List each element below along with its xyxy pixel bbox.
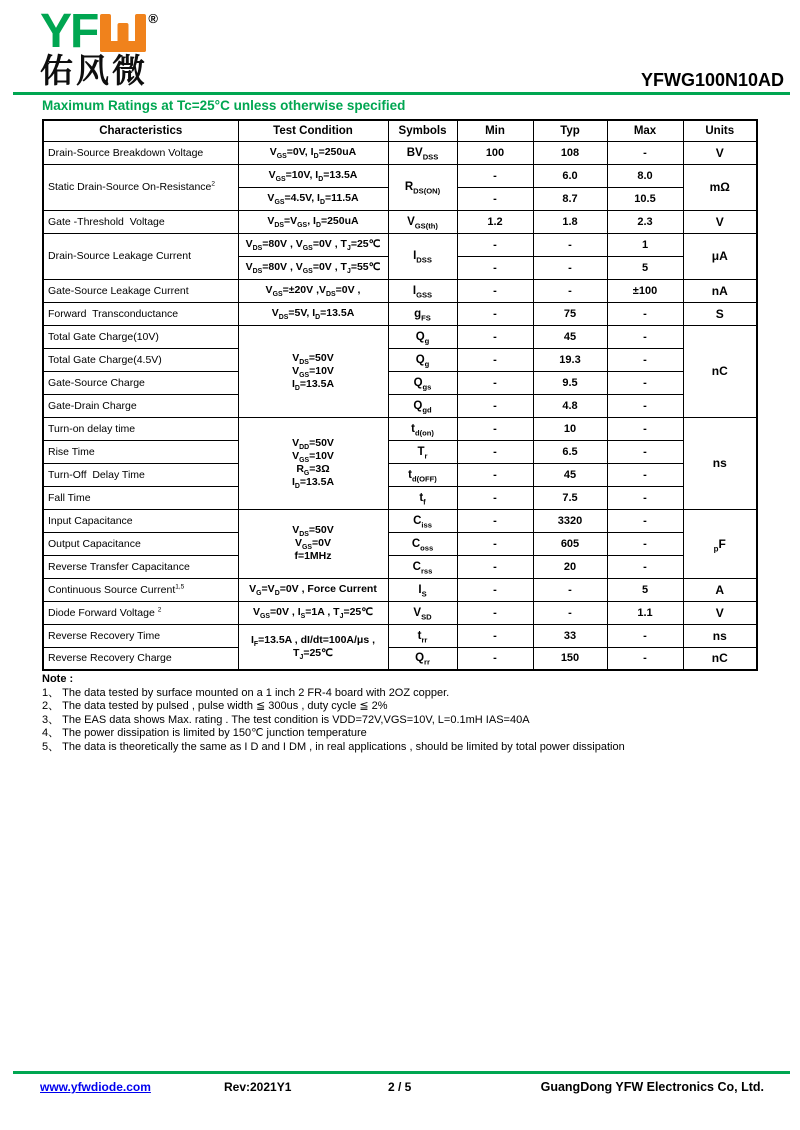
cell-units: S <box>683 302 757 325</box>
note-item: 2、 The data tested by pulsed , pulse width ≦ 300us , duty cycle ≦ 2% <box>42 700 388 712</box>
cell-typ: - <box>533 578 607 601</box>
col-header-min: Min <box>457 120 533 141</box>
cell-max: ±100 <box>607 279 683 302</box>
note-item: 1、 The data tested by surface mounted on a 1 inch 2 FR-4 board with 2OZ copper. <box>42 686 450 699</box>
table-row <box>43 164 757 187</box>
cell-max: - <box>607 394 683 417</box>
table-row <box>43 601 757 624</box>
cell-symbol: $Q_g$ <box>388 348 457 371</box>
cell-symbol: $C_{iss}$ <box>388 509 457 532</box>
cell-characteristic: Output Capacitance <box>43 532 238 555</box>
cell-typ: 1.8 <box>533 210 607 233</box>
table-row <box>43 532 757 555</box>
cell-typ: 20 <box>533 555 607 578</box>
cell-characteristic: Input Capacitance <box>43 509 238 532</box>
col-header-typ: Typ <box>533 120 607 141</box>
cell-max: 8.0 <box>607 164 683 187</box>
footer-divider <box>13 1071 790 1074</box>
registered-trademark-icon: ® <box>148 11 158 26</box>
cell-symbol: $BV_{DSS}$ <box>388 141 457 164</box>
cell-characteristic: Turn-Off Delay Time <box>43 463 238 486</box>
table-row <box>43 417 757 440</box>
table-row <box>43 578 757 601</box>
cell-max: - <box>607 348 683 371</box>
cell-typ: 19.3 <box>533 348 607 371</box>
cell-test-condition: $V_{GS}=0V$ , $I_S=1A$ , $T_J=25℃$ <box>238 601 388 624</box>
table-row <box>43 394 757 417</box>
table-row <box>43 440 757 463</box>
cell-typ: - <box>533 601 607 624</box>
cell-min: - <box>457 348 533 371</box>
cell-units: mΩ <box>683 164 757 210</box>
cell-symbol: $Q_{rr}$ <box>388 647 457 670</box>
cell-min: - <box>457 509 533 532</box>
page-number: 2 / 5 <box>388 1080 412 1094</box>
cell-max: - <box>607 486 683 509</box>
max-ratings-table <box>42 119 758 671</box>
cell-characteristic: Diode Forward Voltage $^2$ <box>43 601 238 624</box>
cell-symbol: $Q_{gs}$ <box>388 371 457 394</box>
cell-min: - <box>457 417 533 440</box>
cell-symbol: $t_{rr}$ <box>388 624 457 647</box>
cell-units: $_p$F <box>683 509 757 578</box>
cell-typ: 8.7 <box>533 187 607 210</box>
cell-symbol: $g_{FS}$ <box>388 302 457 325</box>
cell-characteristic: Reverse Recovery Time <box>43 624 238 647</box>
cell-max: - <box>607 463 683 486</box>
cell-max: - <box>607 555 683 578</box>
cell-test-condition: $V_{DD}=50V$ $V_{GS}=10V$ $R_G=3\Omega$ $I_D=13.5A$ <box>238 417 388 509</box>
table-row <box>43 647 757 670</box>
cell-units: nA <box>683 279 757 302</box>
cell-characteristic: Static Drain-Source On-Resistance$^2$ <box>43 164 238 210</box>
cell-symbol: $t_f$ <box>388 486 457 509</box>
cell-typ: 9.5 <box>533 371 607 394</box>
cell-units: A <box>683 578 757 601</box>
cell-typ: 7.5 <box>533 486 607 509</box>
cell-min: - <box>457 486 533 509</box>
cell-typ: 6.5 <box>533 440 607 463</box>
revision-label: Rev:2021Y1 <box>224 1080 292 1094</box>
cell-min: - <box>457 532 533 555</box>
cell-typ: - <box>533 256 607 279</box>
section-title: Maximum Ratings at Tc=25°C unless otherwise specified <box>42 98 406 113</box>
cell-min: - <box>457 601 533 624</box>
cell-units: V <box>683 601 757 624</box>
table-row <box>43 371 757 394</box>
table-row <box>43 463 757 486</box>
cell-max: 5 <box>607 256 683 279</box>
cell-symbol: $T_r$ <box>388 440 457 463</box>
cell-typ: 10 <box>533 417 607 440</box>
table-row <box>43 141 757 164</box>
cell-typ: 75 <box>533 302 607 325</box>
cell-min: - <box>457 325 533 348</box>
cell-max: - <box>607 141 683 164</box>
cell-characteristic: Drain-Source Leakage Current <box>43 233 238 279</box>
table-row <box>43 279 757 302</box>
cell-characteristic: Forward Transconductance <box>43 302 238 325</box>
cell-units: μA <box>683 233 757 279</box>
cell-typ: - <box>533 279 607 302</box>
company-name: GuangDong YFW Electronics Co, Ltd. <box>540 1080 764 1094</box>
cell-test-condition: $V_G=V_D=0V$ , Force Current <box>238 578 388 601</box>
table-row <box>43 302 757 325</box>
cell-max: 1 <box>607 233 683 256</box>
website-link[interactable]: www.yfwdiode.com <box>40 1080 151 1094</box>
cell-max: 10.5 <box>607 187 683 210</box>
cell-test-condition: $V_{DS}=80V$ , $V_{GS}=0V$ , $T_J=55℃$ <box>238 256 388 279</box>
table-row <box>43 486 757 509</box>
cell-characteristic: Gate-Source Charge <box>43 371 238 394</box>
cell-characteristic: Reverse Recovery Charge <box>43 647 238 670</box>
cell-max: - <box>607 302 683 325</box>
table-row <box>43 233 757 256</box>
cell-symbol: $t_{d(on)}$ <box>388 417 457 440</box>
note-item: 5、 The data is theoretically the same as I D and I DM , in real applications , should be limited by total power dissipation <box>42 740 625 753</box>
cell-characteristic: Gate-Drain Charge <box>43 394 238 417</box>
cell-test-condition: $V_{DS}=50V$ $V_{GS}=0V$ f=1MHz <box>238 509 388 578</box>
cell-symbol: $Q_g$ <box>388 325 457 348</box>
cell-min: - <box>457 233 533 256</box>
cell-typ: 3320 <box>533 509 607 532</box>
cell-symbol: $R_{DS(ON)}$ <box>388 164 457 210</box>
note-label: Note : <box>42 673 74 685</box>
table-row <box>43 210 757 233</box>
col-header-symbols: Symbols <box>388 120 457 141</box>
cell-typ: 45 <box>533 325 607 348</box>
col-header-test-condition: Test Condition <box>238 120 388 141</box>
cell-min: - <box>457 302 533 325</box>
cell-max: - <box>607 325 683 348</box>
cell-test-condition: $V_{GS}=\pm 20V$ $,V_{DS}=0V$ , <box>238 279 388 302</box>
cell-units: ns <box>683 624 757 647</box>
table-header-row <box>43 120 757 141</box>
cell-min: - <box>457 256 533 279</box>
cell-characteristic: Drain-Source Breakdown Voltage <box>43 141 238 164</box>
cell-min: - <box>457 647 533 670</box>
cell-symbol: $C_{oss}$ <box>388 532 457 555</box>
logo-w-icon <box>100 14 146 52</box>
note-item: 4、 The power dissipation is limited by 150℃ junction temperature <box>42 727 367 739</box>
cell-test-condition: $V_{GS}=0V$, $I_D=250uA$ <box>238 141 388 164</box>
cell-characteristic: Rise Time <box>43 440 238 463</box>
cell-min: 100 <box>457 141 533 164</box>
cell-typ: - <box>533 233 607 256</box>
cell-test-condition: $V_{DS}=80V$ , $V_{GS}=0V$ , $T_J=25℃$ <box>238 233 388 256</box>
cell-symbol: $C_{rss}$ <box>388 555 457 578</box>
cell-test-condition: $V_{DS}=50V$ $V_{GS}=10V$ $I_D=13.5A$ <box>238 325 388 417</box>
col-header-units: Units <box>683 120 757 141</box>
cell-characteristic: Turn-on delay time <box>43 417 238 440</box>
cell-symbol: $V_{SD}$ <box>388 601 457 624</box>
cell-units: ns <box>683 417 757 509</box>
logo-chinese-name: 佑风微 <box>40 52 148 89</box>
cell-units: V <box>683 141 757 164</box>
cell-characteristic: Gate-Source Leakage Current <box>43 279 238 302</box>
cell-max: 2.3 <box>607 210 683 233</box>
cell-characteristic: Fall Time <box>43 486 238 509</box>
logo-top-row <box>40 5 158 58</box>
col-header-max: Max <box>607 120 683 141</box>
cell-typ: 150 <box>533 647 607 670</box>
cell-symbol: $I_{DSS}$ <box>388 233 457 279</box>
cell-typ: 45 <box>533 463 607 486</box>
cell-typ: 605 <box>533 532 607 555</box>
cell-min: - <box>457 463 533 486</box>
cell-characteristic: Gate -Threshold Voltage <box>43 210 238 233</box>
cell-units: nC <box>683 647 757 670</box>
cell-min: - <box>457 279 533 302</box>
table-row <box>43 509 757 532</box>
cell-symbol: $V_{GS(th)}$ <box>388 210 457 233</box>
table-row <box>43 348 757 371</box>
cell-test-condition: $V_{DS}=5V$, $I_D=13.5A$ <box>238 302 388 325</box>
cell-max: - <box>607 532 683 555</box>
cell-symbol: $Q_{gd}$ <box>388 394 457 417</box>
cell-symbol: $t_{d(OFF)}$ <box>388 463 457 486</box>
cell-max: 1.1 <box>607 601 683 624</box>
cell-min: - <box>457 371 533 394</box>
table-row <box>43 325 757 348</box>
cell-typ: 4.8 <box>533 394 607 417</box>
cell-test-condition: $V_{GS}=10V$, $I_D=13.5A$ <box>238 164 388 187</box>
table-row <box>43 555 757 578</box>
cell-min: - <box>457 624 533 647</box>
footer <box>0 1080 800 1100</box>
cell-units: V <box>683 210 757 233</box>
notes-section <box>42 673 752 754</box>
cell-typ: 6.0 <box>533 164 607 187</box>
cell-max: - <box>607 624 683 647</box>
cell-min: - <box>457 187 533 210</box>
cell-typ: 108 <box>533 141 607 164</box>
cell-characteristic: Reverse Transfer Capacitance <box>43 555 238 578</box>
cell-max: - <box>607 371 683 394</box>
cell-min: - <box>457 164 533 187</box>
cell-test-condition: $V_{GS}=4.5V$, $I_D=11.5A$ <box>238 187 388 210</box>
cell-units: nC <box>683 325 757 417</box>
cell-min: - <box>457 394 533 417</box>
cell-max: - <box>607 440 683 463</box>
cell-symbol: $I_S$ <box>388 578 457 601</box>
cell-max: 5 <box>607 578 683 601</box>
cell-characteristic: Total Gate Charge(4.5V) <box>43 348 238 371</box>
cell-characteristic: Total Gate Charge(10V) <box>43 325 238 348</box>
cell-test-condition: $V_{DS}=V_{GS}$, $I_D=250uA$ <box>238 210 388 233</box>
header-divider <box>13 92 790 95</box>
cell-test-condition: $I_F=13.5A$ , dI/dt=100A/μs , $T_J=25℃$ <box>238 624 388 670</box>
col-header-characteristics: Characteristics <box>43 120 238 141</box>
cell-characteristic: Continuous Source Current$^{1,5}$ <box>43 578 238 601</box>
cell-symbol: $I_{GSS}$ <box>388 279 457 302</box>
cell-typ: 33 <box>533 624 607 647</box>
cell-min: - <box>457 555 533 578</box>
cell-max: - <box>607 647 683 670</box>
table-row <box>43 624 757 647</box>
logo-yf-text: YF <box>40 5 98 58</box>
cell-min: - <box>457 578 533 601</box>
part-number: YFWG100N10AD <box>640 70 784 90</box>
cell-max: - <box>607 417 683 440</box>
cell-min: 1.2 <box>457 210 533 233</box>
yfw-logo <box>40 5 158 89</box>
cell-max: - <box>607 509 683 532</box>
cell-min: - <box>457 440 533 463</box>
note-item: 3、 The EAS data shows Max. rating . The test condition is VDD=72V,VGS=10V, L=0.1mH IAS=40A <box>42 713 530 726</box>
